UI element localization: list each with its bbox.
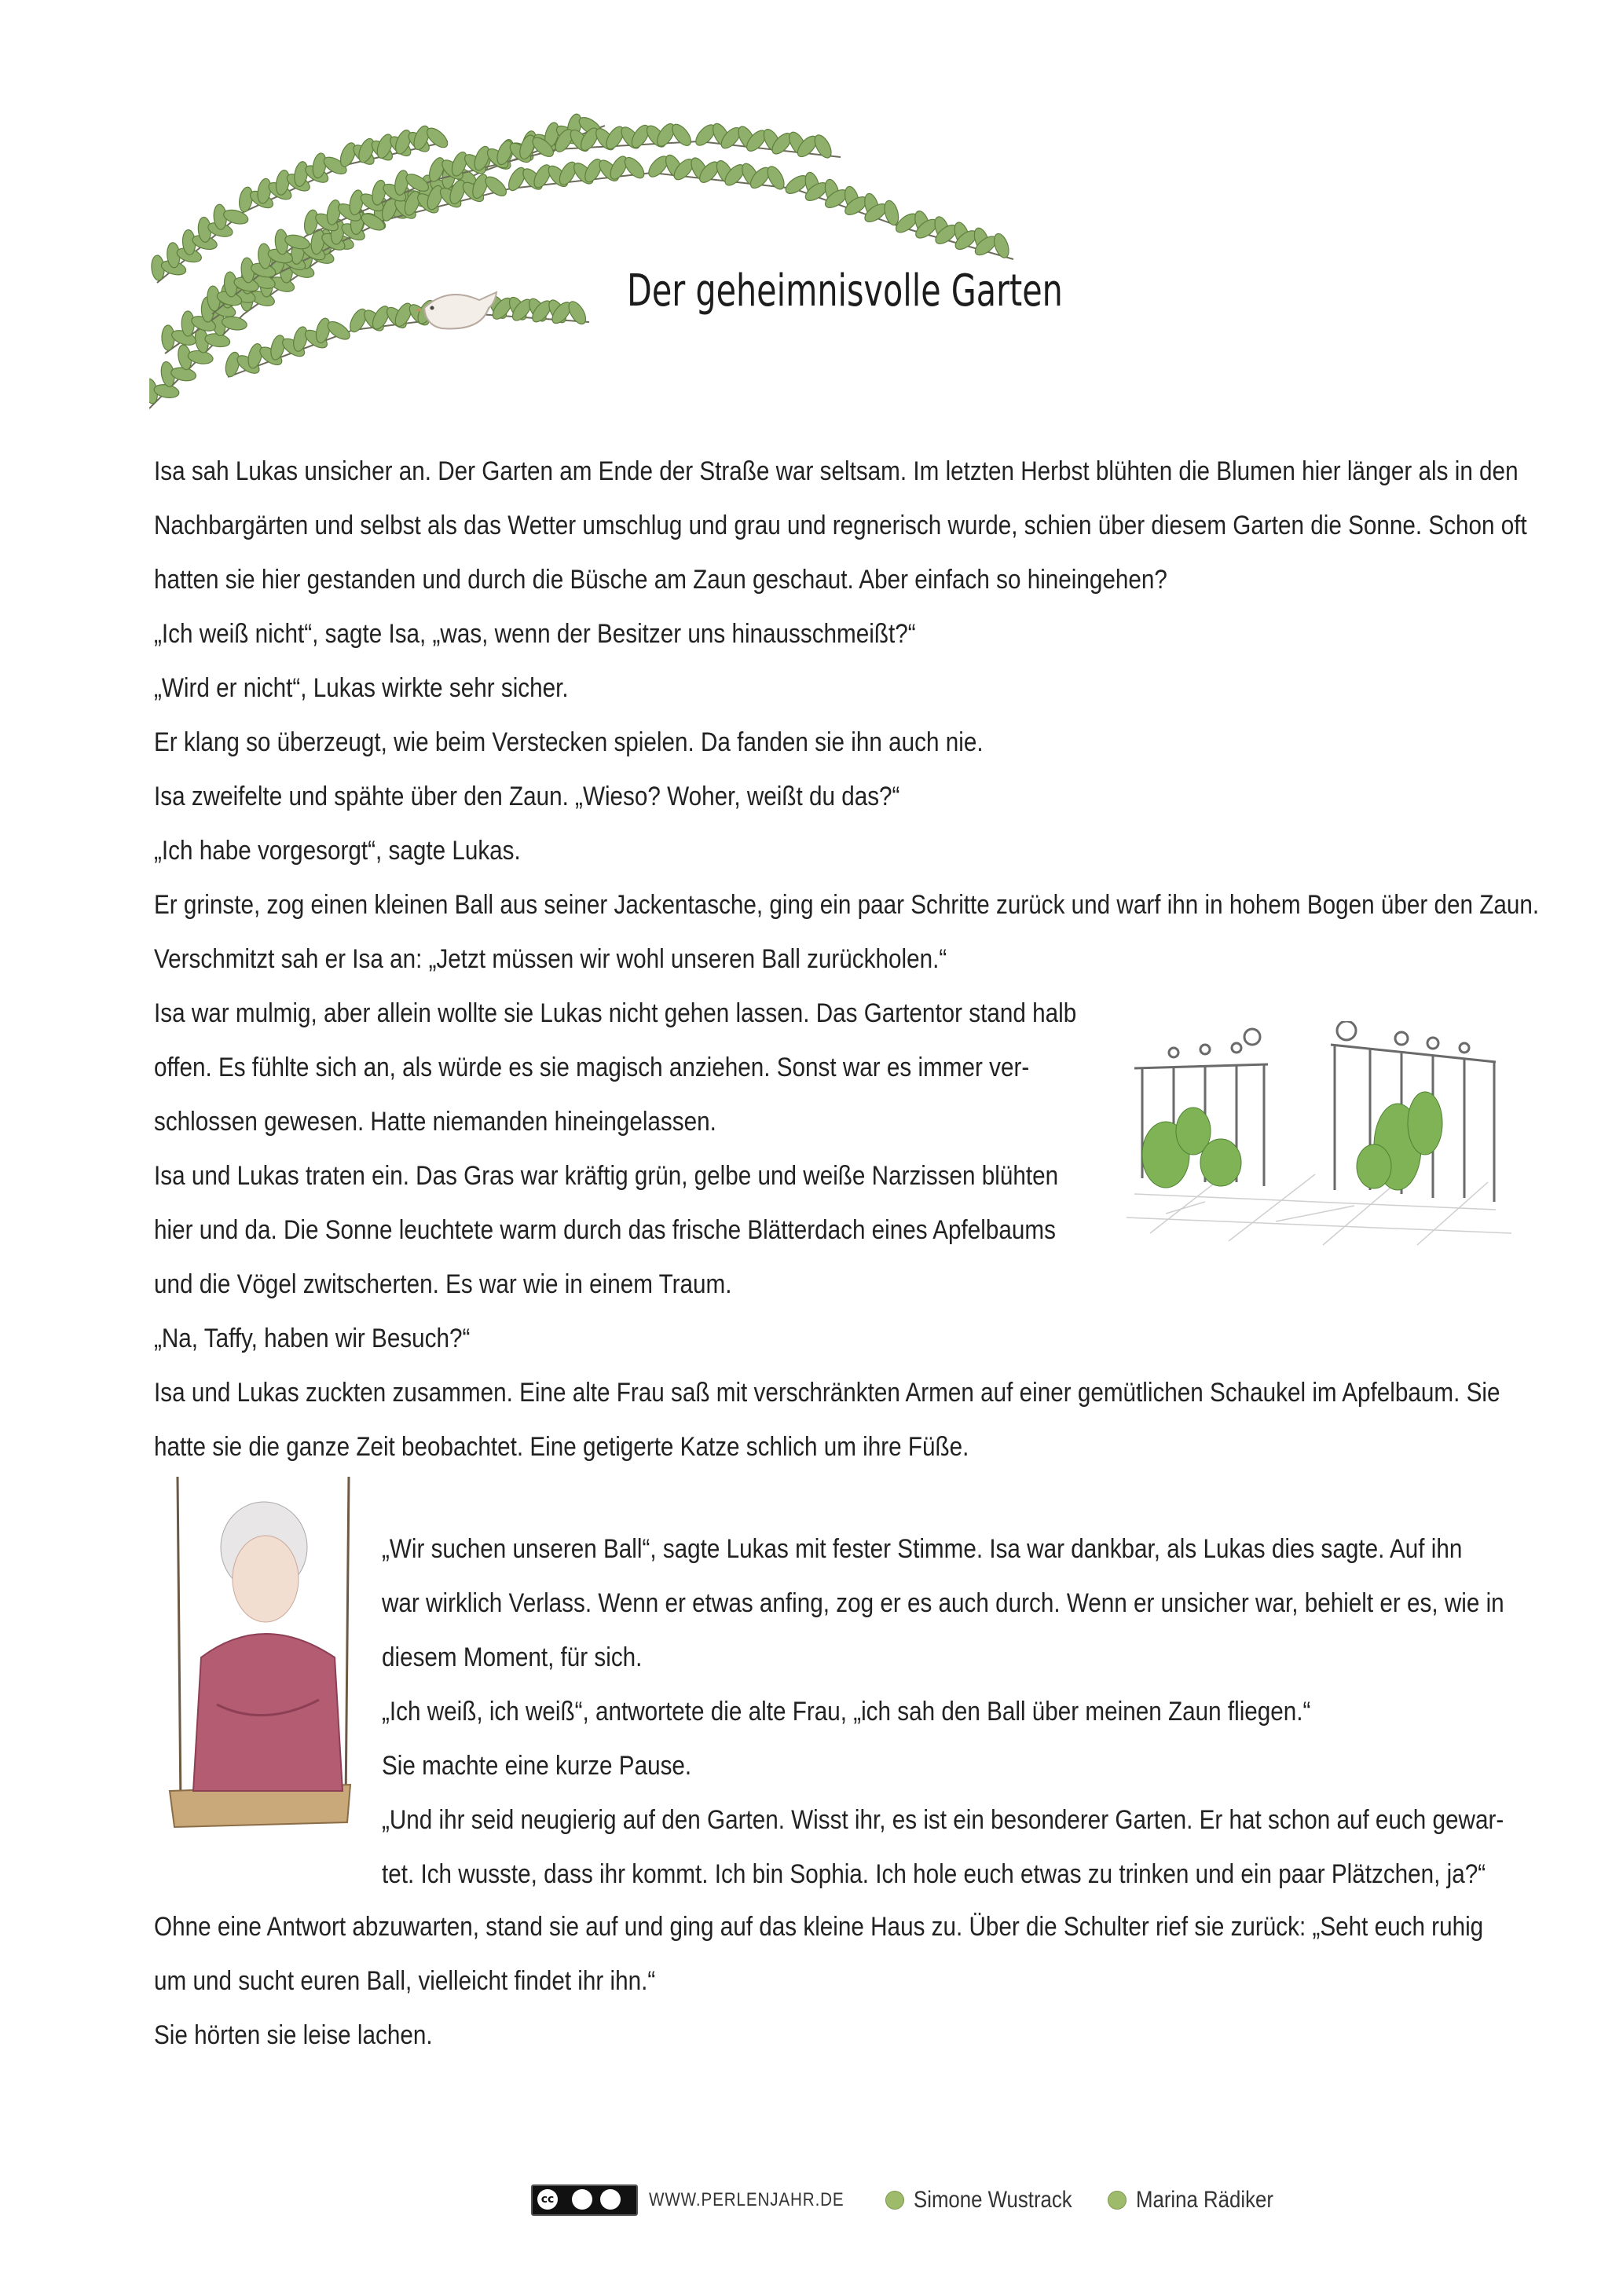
text-line: hier und da. Die Sonne leuchtete warm durch das frische Blätterdach eines Apfelbaums — [154, 1215, 1056, 1245]
text-block-bottom — [154, 1900, 1483, 2063]
dot-icon — [1108, 2191, 1127, 2210]
footer-author-1: Simone Wustrack — [914, 2187, 1072, 2213]
text-line: Isa zweifelte und spähte über den Zaun. „Wieso? Woher, weißt du das?“ — [154, 782, 900, 811]
text-line: „Na, Taffy, haben wir Besuch?“ — [154, 1324, 471, 1353]
dot-icon — [885, 2191, 904, 2210]
text-line: diesem Moment, für sich. — [382, 1642, 643, 1672]
text-line: und die Vögel zwitscherten. Es war wie in einem Traum. — [154, 1269, 732, 1299]
text-line: hatte sie die ganze Zeit beobachtet. Eine getigerte Katze schlich um ihre Füße. — [154, 1432, 969, 1462]
text-line: „Ich weiß nicht“, sagte Isa, „was, wenn der Besitzer uns hinausschmeißt?“ — [154, 619, 916, 649]
page-title: Der geheimnisvolle Garten — [627, 265, 1063, 317]
page-footer — [531, 2181, 1295, 2220]
cc-by-sa-icon: cc — [531, 2184, 638, 2216]
text-line: hatten sie hier gestanden und durch die Büsche am Zaun geschaut. Aber einfach so hineingehen? — [154, 565, 1167, 595]
text-line: war wirklich Verlass. Wenn er etwas anfing, zog er es auch durch. Wenn er unsicher war, behielt er es, wie in — [382, 1588, 1504, 1618]
text-line: um und sucht euren Ball, vielleicht findet ihr ihn.“ — [154, 1966, 656, 1996]
footer-author-2: Marina Rädiker — [1135, 2187, 1273, 2213]
text-line: „Ich habe vorgesorgt“, sagte Lukas. — [154, 836, 521, 866]
old-woman-swing-illustration — [154, 1477, 372, 1854]
footer-site: WWW.PERLENJAHR.DE — [649, 2189, 844, 2210]
garden-gate-illustration — [1119, 1021, 1519, 1249]
text-line: tet. Ich wusste, dass ihr kommt. Ich bin Sophia. Ich hole euch etwas zu trinken und ein paar Plätzchen, ja?“ — [382, 1859, 1486, 1889]
text-line: schlossen gewesen. Hatte niemanden hineingelassen. — [154, 1107, 716, 1137]
vine-illustration — [149, 79, 1045, 424]
text-line: Ohne eine Antwort abzuwarten, stand sie auf und ging auf das kleine Haus zu. Über die Schulter rief sie zurück: „Seht euch ruhig — [154, 1912, 1484, 1942]
text-line: offen. Es fühlte sich an, als würde es sie magisch anziehen. Sonst war es immer ver- — [154, 1053, 1030, 1082]
text-line: Nachbargärten und selbst als das Wetter umschlug und grau und regnerisch wurde, schien über diesem Garten die Sonne. Schon oft — [154, 511, 1527, 540]
text-line: Isa und Lukas zuckten zusammen. Eine alte Frau saß mit verschränkten Armen auf einer gemütlichen Schaukel im Apfelbaum. Sie — [154, 1378, 1500, 1408]
text-block-top — [154, 445, 1539, 987]
text-line: Er grinste, zog einen kleinen Ball aus seiner Jackentasche, ging ein paar Schritte zurück und warf ihn in hohem Bogen über den Zaun. — [154, 890, 1540, 920]
text-line: Isa und Lukas traten ein. Das Gras war kräftig grün, gelbe und weiße Narzissen blühten — [154, 1161, 1059, 1191]
text-line: Sie hörten sie leise lachen. — [154, 2020, 433, 2050]
text-line: „Wir suchen unseren Ball“, sagte Lukas mit fester Stimme. Isa war dankbar, als Lukas dies sagte. Auf ihn — [382, 1534, 1463, 1564]
text-block-granny — [382, 1522, 1504, 1902]
text-line: „Wird er nicht“, Lukas wirkte sehr sicher. — [154, 673, 569, 703]
text-line: Isa sah Lukas unsicher an. Der Garten am Ende der Straße war seltsam. Im letzten Herbst blühten die Blumen hier länger als in den — [154, 456, 1519, 486]
text-line: „Ich weiß, ich weiß“, antwortete die alte Frau, „ich sah den Ball über meinen Zaun fliegen.“ — [382, 1697, 1311, 1727]
text-line: „Und ihr seid neugierig auf den Garten. Wisst ihr, es ist ein besonderer Garten. Er hat schon auf euch gewar- — [382, 1805, 1504, 1835]
text-line: Isa war mulmig, aber allein wollte sie Lukas nicht gehen lassen. Das Gartentor stand halb — [154, 998, 1077, 1028]
text-line: Er klang so überzeugt, wie beim Verstecken spielen. Da fanden sie ihn auch nie. — [154, 727, 984, 757]
text-line: Verschmitzt sah er Isa an: „Jetzt müssen wir wohl unseren Ball zurückholen.“ — [154, 944, 947, 974]
text-line: Sie machte eine kurze Pause. — [382, 1751, 692, 1781]
